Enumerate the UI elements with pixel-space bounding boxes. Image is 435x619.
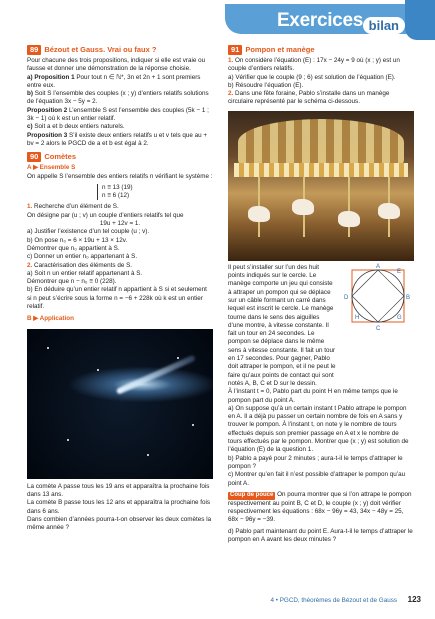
ex89-c: c) Soit a et b deux entiers naturels.: [27, 123, 125, 131]
exercise-title: Pompon et manège: [245, 45, 315, 55]
footer-chapter: 4 • PGCD, théorèmes de Bézout et de Gauss: [270, 597, 397, 604]
ex91-qa: a) On suppose qu’à un certain instant t Pablo attrape le pompon en A. Il a déjà pu passer un certain nombre de fois en A sans y trouver le pompon. À l’instant t, on note y le nombre de tours effectués depuis son premier passage en A et x le nombre de tours effectués par le pompon. Montrer que (x ; y) est solution de l’équation (E) de la question 1.: [228, 404, 409, 454]
star: [192, 424, 194, 426]
ex90-app3: Dans combien d’années pourra-t-on observer les deux comètes la même année ?: [27, 515, 212, 532]
star: [97, 369, 99, 371]
carousel-roof: [238, 119, 404, 165]
ex91-qb: b) Pablo a payé pour 2 minutes ; aura-t-il le temps d’attraper le pompon ?: [228, 454, 403, 470]
ex90-partB-title: B ▶ Application: [27, 315, 74, 323]
carousel-band: [234, 163, 408, 177]
ex89-b: b) Soit S l’ensemble des couples (x ; y) d’entiers relatifs solutions de l’équation 3x − 5y = 2.: [27, 90, 209, 106]
page-number: 123: [407, 595, 421, 604]
ex90-q2b: b) En déduire qu’un entier relatif n appartient à S si et seulement si n peut s’écrire sous la forme n = −6 + 228k où k est un entier relatif.: [27, 286, 207, 311]
ex90-q1b: b) On pose n₀ = 6 × 19u + 13 × 12v.: [27, 236, 128, 244]
star: [177, 357, 179, 359]
carousel-horse: [248, 206, 270, 222]
header-corner: [405, 0, 435, 40]
page-header: [0, 0, 435, 40]
ex90-eq1: 19u + 12v = 1.: [99, 220, 141, 228]
page-footer: [0, 592, 435, 612]
ex90-q1b2: Démontrer que n₀ appartient à S.: [27, 244, 120, 252]
carousel-horse: [378, 203, 400, 219]
ex90-app1: La comète A passe tous les 19 ans et apparaîtra la prochaine fois dans 13 ans.: [27, 482, 210, 498]
ex90-q1: 1. Recherche d’un élément de S.: [27, 203, 119, 211]
point-label-E: E: [397, 269, 402, 275]
ex91-q1b: b) Résoudre l’équation (E).: [228, 81, 304, 89]
carousel-horse: [292, 199, 314, 215]
ex89-p3: Proposition 3 S’il existe deux entiers relatifs u et v tels que au + bv = 2 alors le PGCD de a et b est égal à 2.: [27, 131, 208, 147]
ex91-q2: 2. Dans une fête foraine, Pablo s’installe dans un manège circulaire représenté par le schéma ci-dessous.: [228, 90, 390, 106]
ex90-q2a: a) Soit n un entier relatif appartenant à S.: [27, 269, 143, 277]
exercise-title: Comètes: [44, 152, 77, 162]
point-label-B: B: [406, 295, 411, 301]
ex90-q2a2: Démontrer que n − n₀ ≡ 0 (228).: [27, 278, 117, 286]
point-label-D: D: [344, 295, 349, 301]
carousel-horse: [338, 211, 360, 227]
comet-tail: [116, 354, 196, 394]
star: [147, 454, 149, 456]
ex91-qc: c) Montrer qu’en fait il n’est possible d’attraper le pompon qu’au point A.: [228, 471, 406, 487]
ex91-para1: Il peut s’installer sur l’un des huit points indiqués sur le cercle. Le manège comporte un jeu qui consiste à attraper un pompon qui se déplace sur un câble formant un carré dans lequel est inscrit le cercle. Le manège tourne dans le sens des aiguilles d’une montre, à vitesse constante. Il fait un tour en 24 secondes. Le pompon se déplace dans le même sens à vitesse constante. Il fait un tour en 17 secondes. Pour gagner, Pablo doit attraper le pompon, et il ne peut le faire qu’aux points de contact qui sont notés A, B, C et D sur le dessin.: [228, 263, 336, 387]
point-label-C: C: [376, 326, 381, 332]
ex89-a: a) Proposition 1 Pour tout n ∈ ℕ*, 3n et 2n + 1 sont premiers entre eux.: [27, 73, 201, 89]
ex91-hint: Coup de pouce On pourra montrer que si l’on attrape le pompon respectivement au point B, C et D, le couple (x ; y) doit vérifier respectivement les équations : 68x − 96y = 43, 34x − 48y = 25, 68x − 96y = −39.: [228, 490, 412, 524]
carousel-diagram: [342, 262, 417, 332]
ex91-para2: À l’instant t = 0, Pablo part du point H en même temps que le pompon part du point A.: [228, 388, 398, 404]
hint-badge: Coup de pouce: [230, 491, 274, 498]
ex90-partA-intro: On appelle S l’ensemble des entiers relatifs n vérifiant le système :: [27, 172, 213, 180]
point-label-H: H: [355, 315, 360, 321]
exercise-number: 89: [27, 45, 41, 55]
ex90-app2: La comète B passe tous les 12 ans et apparaîtra la prochaine fois dans 6 ans.: [27, 499, 211, 515]
exercise-89-header: [27, 45, 213, 55]
ex91-qd: d) Pablo part maintenant du point E. Aura-t-il le temps d’attraper le pompon en A avant les deux minutes ?: [228, 527, 413, 543]
point-label-A: A: [376, 264, 381, 270]
header-title: Exercices: [276, 10, 363, 31]
ex90-q1-intro: On désigne par (u ; v) un couple d’entiers relatifs tel que: [27, 211, 184, 219]
header-badge: bilan: [363, 17, 405, 34]
exercise-title: Bézout et Gauss. Vrai ou faux ?: [44, 45, 157, 55]
carousel-photo: [228, 111, 414, 261]
exercise-number: 90: [27, 152, 41, 162]
congruence-system: [97, 184, 213, 201]
exercise-91-header: [228, 45, 414, 55]
star: [47, 347, 49, 349]
ex90-partA-title: A ▶ Ensemble S: [27, 164, 76, 172]
ex89-p2: Proposition 2 L’ensemble S est l’ensemble des couples (5k − 1 ; 3k − 1) où k est un entier relatif.: [27, 106, 209, 123]
star: [67, 439, 69, 441]
left-column: [27, 44, 213, 532]
comet-photo: [27, 329, 213, 479]
carousel-pole: [348, 177, 350, 237]
point-label-G: G: [397, 315, 402, 321]
ex90-q1a: a) Justifier l’existence d’un tel couple (u ; v).: [27, 228, 150, 236]
system-line-1: n ≡ 13 (19): [102, 183, 133, 191]
ex90-q2: 2. Caractérisation des éléments de S.: [27, 261, 133, 269]
ex90-q1c: c) Donner un entier n₀ appartenant à S.: [27, 253, 138, 261]
exercise-90-header: [27, 152, 213, 162]
system-line-2: n ≡ 6 (12): [102, 192, 130, 200]
ex91-q1a: a) Vérifier que le couple (9 ; 6) est solution de l’équation (E).: [228, 73, 396, 81]
ex91-q1: 1. On considère l’équation (E) : 17x − 24y = 9 où (x ; y) est un couple d’entiers relatifs.: [228, 57, 400, 73]
exercise-number: 91: [228, 45, 242, 55]
ex89-intro: Pour chacune des trois propositions, indiquer si elle est vraie ou fausse et donner une démonstration de la réponse choisie.: [27, 57, 206, 73]
